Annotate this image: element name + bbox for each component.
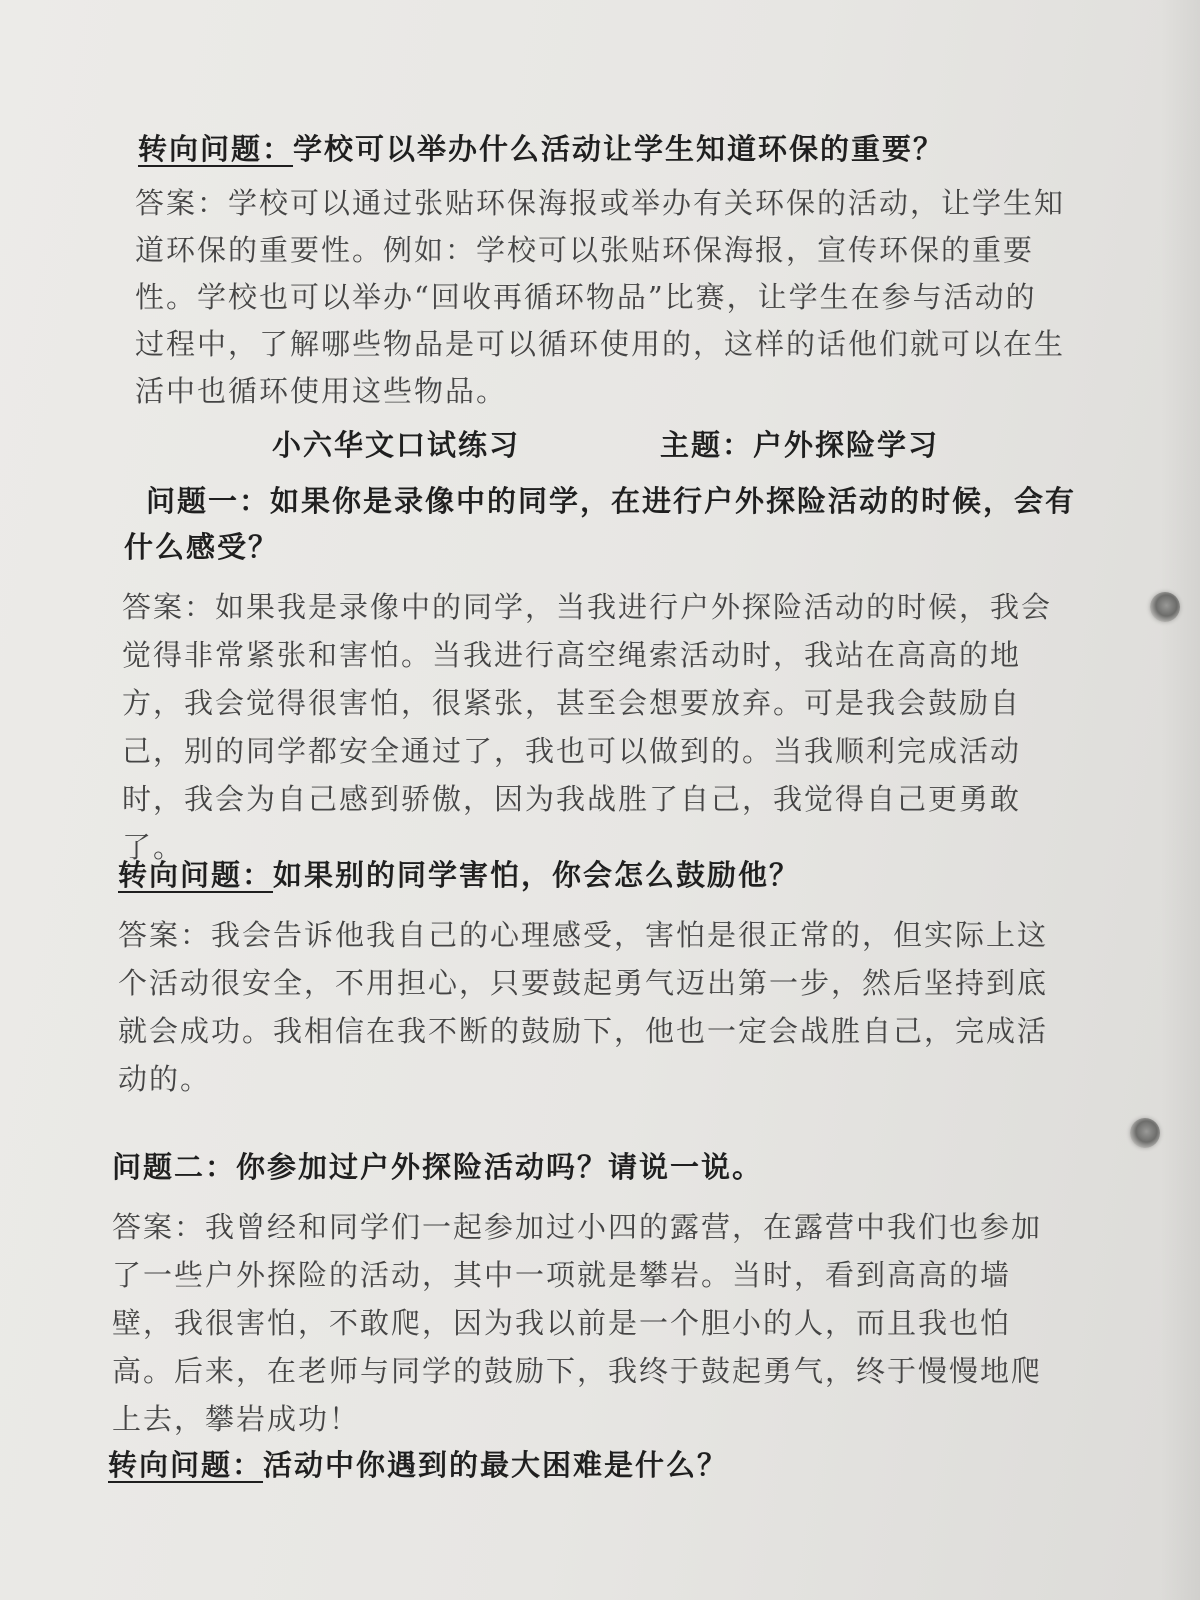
answer-line: 个活动很安全，不用担心，只要鼓起勇气迈出第一步，然后坚持到底	[118, 966, 1049, 1000]
question-line: 什么感受？	[124, 530, 280, 564]
followup-label: 转向问题：	[118, 858, 274, 892]
followup-question-environment	[138, 132, 944, 166]
answer-line: 活中也循环使用这些物品。	[135, 374, 508, 408]
answer-line: 答案：我曾经和同学们一起参加过小四的露营，在露营中我们也参加	[112, 1210, 1043, 1244]
question-line: 问题一：如果你是录像中的同学，在进行户外探险活动的时候，会有	[146, 484, 1077, 518]
answer-line: 答案：我会告诉他我自己的心理感受，害怕是很正常的，但实际上这	[118, 918, 1049, 952]
answer-line: 上去，攀岩成功！	[112, 1402, 361, 1436]
page-edge-shadow	[1160, 0, 1200, 1600]
answer-line: 时，我会为自己感到骄傲，因为我战胜了自己，我觉得自己更勇敢	[122, 782, 1022, 816]
followup-text: 活动中你遇到的最大困难是什么？	[263, 1448, 729, 1482]
followup-question-encourage	[118, 858, 800, 892]
answer-line: 己，别的同学都安全通过了，我也可以做到的。当我顺利完成活动	[122, 734, 1022, 768]
punch-hole	[1130, 1118, 1160, 1148]
header-topic: 主题：户外探险学习	[660, 428, 940, 462]
header-title: 小六华文口试练习	[272, 428, 521, 462]
answer-line: 道环保的重要性。例如：学校可以张贴环保海报，宣传环保的重要	[135, 233, 1035, 267]
followup-text: 如果别的同学害怕，你会怎么鼓励他？	[273, 858, 801, 892]
question-line: 问题二：你参加过户外探险活动吗？请说一说。	[112, 1150, 764, 1184]
followup-label: 转向问题：	[138, 132, 294, 166]
answer-line: 答案：学校可以通过张贴环保海报或举办有关环保的活动，让学生知	[135, 186, 1066, 220]
answer-line: 了。	[122, 830, 185, 864]
answer-line: 高。后来，在老师与同学的鼓励下，我终于鼓起勇气，终于慢慢地爬	[112, 1354, 1043, 1388]
answer-line: 壁，我很害怕，不敢爬，因为我以前是一个胆小的人，而且我也怕	[112, 1306, 1012, 1340]
answer-line: 动的。	[118, 1062, 212, 1096]
answer-line: 答案：如果我是录像中的同学，当我进行户外探险活动的时候，我会	[122, 590, 1053, 624]
followup-text: 学校可以举办什么活动让学生知道环保的重要？	[293, 132, 945, 166]
followup-label: 转向问题：	[108, 1448, 264, 1482]
answer-line: 就会成功。我相信在我不断的鼓励下，他也一定会战胜自己，完成活	[118, 1014, 1049, 1048]
answer-line: 性。学校也可以举办“回收再循环物品”比赛，让学生在参与活动的	[135, 280, 1037, 314]
answer-line: 过程中，了解哪些物品是可以循环使用的，这样的话他们就可以在生	[135, 327, 1066, 361]
answer-line: 方，我会觉得很害怕，很紧张，甚至会想要放弃。可是我会鼓励自	[122, 686, 1022, 720]
followup-question-difficulty	[108, 1448, 728, 1482]
answer-line: 了一些户外探险的活动，其中一项就是攀岩。当时，看到高高的墙	[112, 1258, 1012, 1292]
answer-line: 觉得非常紧张和害怕。当我进行高空绳索活动时，我站在高高的地	[122, 638, 1022, 672]
